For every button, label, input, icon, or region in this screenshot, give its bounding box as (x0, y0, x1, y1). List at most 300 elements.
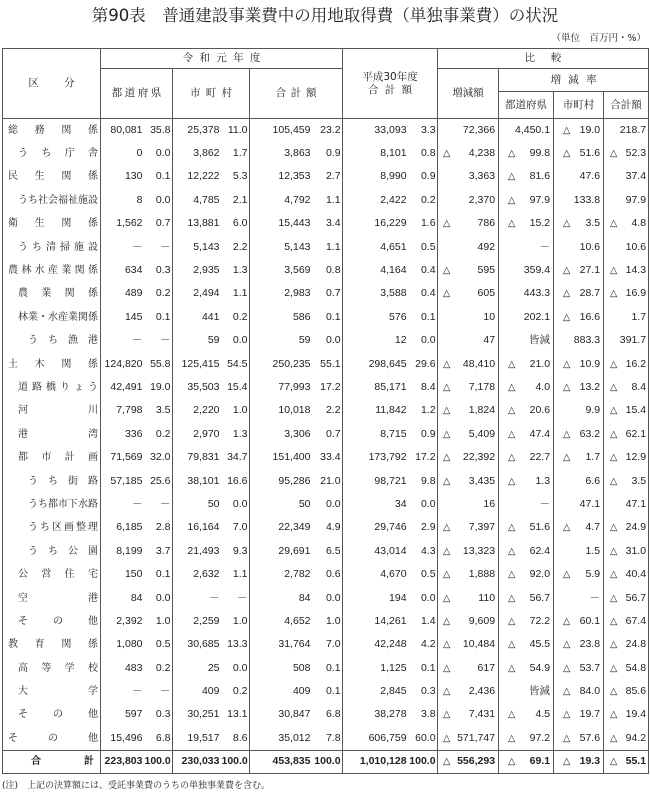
decrease-mark: △ (508, 639, 516, 651)
total-amount: 409 (250, 680, 313, 703)
change-rate-total-value (604, 194, 648, 207)
prev-year-amount: 1,125 (343, 656, 409, 679)
prefecture-share: 0.2 (145, 656, 173, 679)
change-rate-prefecture-number: 皆減 (529, 685, 551, 698)
change-rate-prefecture-value (499, 498, 553, 511)
prefecture-share: 3.7 (145, 540, 173, 563)
decrease-mark: △ (563, 381, 571, 393)
prefecture-share: 0.0 (145, 586, 173, 609)
change-rate-total-value (604, 568, 648, 581)
header-row (3, 49, 649, 69)
change-rate-prefecture (499, 329, 554, 352)
prev-year-amount: 38,278 (343, 703, 409, 726)
change-rate-prefecture-value (499, 615, 553, 628)
table-row (3, 235, 649, 258)
change-amount (438, 165, 499, 188)
table-row (3, 633, 649, 656)
municipality-amount: 2,632 (173, 563, 222, 586)
change-rate-total-number: 15.4 (625, 404, 647, 417)
municipality-share: 13.1 (222, 703, 250, 726)
header-total (250, 69, 343, 119)
row-label (3, 750, 101, 773)
change-rate-total (604, 306, 649, 329)
prefecture-amount: 0 (101, 142, 145, 165)
change-rate-municipality-number: 53.7 (579, 661, 601, 674)
prefecture-amount: 145 (101, 306, 145, 329)
prefecture-amount: 1,080 (101, 633, 145, 656)
change-rate-prefecture-number: 21.0 (529, 357, 551, 370)
total-amount: 50 (250, 493, 313, 516)
change-rate-total-number: 62.1 (625, 427, 647, 440)
prefecture-share: 0.5 (145, 633, 173, 656)
table-row (3, 516, 649, 539)
decrease-mark: △ (508, 358, 516, 370)
table-row-total (3, 750, 649, 773)
change-rate-municipality-number: 63.2 (579, 427, 601, 440)
total-share: 0.9 (313, 142, 343, 165)
prefecture-amount: － (101, 680, 145, 703)
municipality-share: 11.0 (222, 119, 250, 142)
change-rate-total-number: 37.4 (625, 170, 647, 183)
decrease-mark: △ (610, 569, 618, 581)
prev-year-share: 2.9 (409, 516, 438, 539)
total-share: 33.4 (313, 446, 343, 469)
decrease-mark: △ (508, 545, 516, 557)
change-rate-municipality (554, 329, 604, 352)
change-rate-prefecture-value (499, 592, 553, 605)
municipality-amount: 59 (173, 329, 222, 352)
decrease-mark: △ (508, 452, 516, 464)
change-rate-prefecture-value (499, 545, 553, 558)
change-rate-total-number: 47.1 (625, 497, 647, 510)
change-rate-prefecture (499, 446, 554, 469)
change-amount (438, 750, 499, 773)
prev-year-share: 0.3 (409, 680, 438, 703)
prefecture-amount: 84 (101, 586, 145, 609)
change-rate-prefecture (499, 189, 554, 212)
unit-label: （単位 百万円・%） (551, 33, 646, 44)
header-fy-prev-total-text: 合計額 (367, 83, 419, 96)
prev-year-amount: 194 (343, 586, 409, 609)
change-rate-total-value (604, 264, 648, 277)
change-rate-prefecture-number: 443.3 (523, 287, 551, 300)
prefecture-amount: 80,081 (101, 119, 145, 142)
change-rate-municipality (554, 423, 604, 446)
row-label (3, 727, 101, 750)
decrease-mark: △ (563, 311, 571, 323)
change-amount-number: 3,363 (468, 170, 496, 183)
total-share: 0.1 (313, 656, 343, 679)
table-row (3, 189, 649, 212)
prefecture-share: 0.1 (145, 165, 173, 188)
change-amount (438, 306, 499, 329)
change-rate-municipality-value (554, 147, 603, 160)
change-rate-total-value (604, 475, 648, 488)
decrease-mark: △ (610, 148, 618, 160)
change-rate-prefecture-number: 皆減 (529, 334, 551, 347)
change-rate-municipality-value (554, 428, 603, 441)
municipality-share: 0.0 (222, 493, 250, 516)
change-amount (438, 727, 499, 750)
municipality-share: 100.0 (222, 750, 250, 773)
decrease-mark: △ (443, 428, 451, 440)
decrease-mark: △ (610, 428, 618, 440)
decrease-mark: △ (443, 358, 451, 370)
change-rate-municipality-number: 883.3 (573, 334, 601, 347)
prev-year-share: 4.2 (409, 633, 438, 656)
municipality-share: 0.2 (222, 306, 250, 329)
change-rate-municipality (554, 703, 604, 726)
total-amount: 59 (250, 329, 313, 352)
page-title: 第90表 普通建設事業費中の用地取得費（単独事業費）の状況 (91, 6, 559, 25)
change-amount-number: 7,431 (468, 708, 496, 721)
prev-year-amount: 12 (343, 329, 409, 352)
change-rate-prefecture-number: 4.5 (535, 708, 551, 721)
change-rate-total (604, 119, 649, 142)
change-amount (438, 516, 499, 539)
change-rate-municipality (554, 727, 604, 750)
municipality-share: 1.0 (222, 399, 250, 422)
decrease-mark: △ (443, 265, 451, 277)
row-label (3, 259, 101, 282)
decrease-mark: △ (563, 452, 571, 464)
decrease-mark: △ (610, 756, 618, 768)
change-rate-municipality-number: 51.6 (579, 147, 601, 160)
municipality-share: 54.5 (222, 352, 250, 375)
prev-year-amount: 173,792 (343, 446, 409, 469)
change-rate-municipality (554, 306, 604, 329)
prefecture-share: 0.2 (145, 423, 173, 446)
change-amount (438, 212, 499, 235)
row-label-text: 土木関係 (8, 358, 98, 370)
decrease-mark: △ (443, 569, 451, 581)
change-rate-prefecture (499, 633, 554, 656)
total-share: 6.5 (313, 540, 343, 563)
change-rate-municipality-number: 84.0 (579, 685, 601, 698)
total-share: 1.1 (313, 235, 343, 258)
change-amount-number: 110 (478, 591, 496, 604)
change-rate-municipality (554, 680, 604, 703)
prev-year-amount: 43,014 (343, 540, 409, 563)
row-label (3, 563, 101, 586)
prev-year-amount: 2,422 (343, 189, 409, 212)
change-rate-total-number: 85.6 (625, 685, 647, 698)
prev-year-share: 0.1 (409, 656, 438, 679)
change-rate-total (604, 235, 649, 258)
change-rate-municipality-number: 10.6 (579, 240, 601, 253)
decrease-mark: △ (610, 288, 618, 300)
prev-year-amount: 3,588 (343, 282, 409, 305)
table-row (3, 703, 649, 726)
change-rate-total-number: 40.4 (625, 568, 647, 581)
total-share: 0.7 (313, 423, 343, 446)
change-rate-total-number: 8.4 (631, 380, 647, 393)
change-rate-municipality (554, 610, 604, 633)
municipality-amount: 25 (173, 656, 222, 679)
change-rate-prefecture-value (499, 428, 553, 441)
change-rate-total-number: 54.8 (625, 661, 647, 674)
table-row (3, 352, 649, 375)
row-label (3, 212, 101, 235)
change-rate-total-value (604, 241, 648, 254)
change-rate-total (604, 727, 649, 750)
decrease-mark: △ (508, 569, 516, 581)
row-label-text: うち公園 (28, 545, 98, 557)
row-label-text: 河川 (18, 405, 98, 417)
change-rate-prefecture (499, 680, 554, 703)
decrease-mark: △ (610, 545, 618, 557)
prefecture-share: 32.0 (145, 446, 173, 469)
change-rate-municipality-value (554, 194, 603, 207)
prefecture-share: 0.1 (145, 563, 173, 586)
change-rate-municipality-value (554, 358, 603, 371)
change-rate-total-value (604, 381, 648, 394)
row-label-text: 教育関係 (8, 639, 98, 651)
change-rate-total-number: 19.4 (625, 708, 647, 721)
total-share: 23.2 (313, 119, 343, 142)
change-rate-prefecture (499, 540, 554, 563)
change-amount-number: 48,410 (462, 357, 496, 370)
prev-year-amount: 98,721 (343, 469, 409, 492)
decrease-mark: △ (443, 709, 451, 721)
municipality-amount: － (173, 586, 222, 609)
change-rate-municipality-value (554, 521, 603, 534)
change-rate-prefecture-number: － (539, 497, 551, 510)
decrease-mark: △ (563, 265, 571, 277)
municipality-amount: 3,862 (173, 142, 222, 165)
prev-year-share: 0.8 (409, 142, 438, 165)
change-rate-total (604, 142, 649, 165)
change-rate-municipality (554, 469, 604, 492)
municipality-amount: 441 (173, 306, 222, 329)
change-rate-total-value (604, 755, 648, 768)
change-rate-prefecture-value (499, 124, 553, 137)
change-rate-municipality-value (554, 475, 603, 488)
change-rate-total-number: 10.6 (625, 240, 647, 253)
change-amount-number: 7,397 (468, 521, 496, 534)
prev-year-amount: 2,845 (343, 680, 409, 703)
municipality-amount: 13,881 (173, 212, 222, 235)
municipality-amount: 2,220 (173, 399, 222, 422)
prefecture-share: 35.8 (145, 119, 173, 142)
change-rate-municipality-number: 1.5 (585, 544, 601, 557)
row-label-text: 空港 (18, 592, 98, 604)
prefecture-amount: 71,569 (101, 446, 145, 469)
change-rate-municipality-value (554, 732, 603, 745)
total-amount: 453,835 (250, 750, 313, 773)
change-amount (438, 586, 499, 609)
change-amount (438, 469, 499, 492)
prev-year-amount: 4,670 (343, 563, 409, 586)
change-rate-municipality (554, 493, 604, 516)
row-label-text: 農林水産業関係 (8, 265, 98, 277)
change-rate-municipality (554, 142, 604, 165)
decrease-mark: △ (563, 639, 571, 651)
total-share: 4.9 (313, 516, 343, 539)
prefecture-amount: 124,820 (101, 352, 145, 375)
row-label-text: 公営住宅 (18, 569, 98, 581)
municipality-share: 1.7 (222, 142, 250, 165)
header-fy-current (101, 49, 343, 69)
change-amount (438, 680, 499, 703)
decrease-mark: △ (563, 615, 571, 627)
change-rate-prefecture-number: 1.3 (535, 474, 551, 487)
change-amount-value (438, 287, 498, 300)
change-amount (438, 376, 499, 399)
municipality-amount: 125,415 (173, 352, 222, 375)
change-rate-prefecture-value (499, 475, 553, 488)
change-rate-total (604, 586, 649, 609)
change-rate-municipality-value (554, 662, 603, 675)
municipality-amount: 4,785 (173, 189, 222, 212)
table-row (3, 446, 649, 469)
header-change-amount: 増減額 (438, 69, 499, 119)
change-rate-total (604, 680, 649, 703)
total-share: 0.0 (313, 493, 343, 516)
change-rate-total-value (604, 334, 648, 347)
change-rate-total-number: 218.7 (619, 123, 647, 136)
prefecture-amount: 8,199 (101, 540, 145, 563)
decrease-mark: △ (563, 428, 571, 440)
change-rate-prefecture-number: 99.8 (529, 147, 551, 160)
row-label-text: うち都市下水路 (28, 498, 98, 510)
change-rate-municipality (554, 119, 604, 142)
change-amount-number: 556,293 (457, 755, 496, 768)
change-amount-number: 10,484 (462, 638, 496, 651)
change-rate-prefecture (499, 703, 554, 726)
change-rate-prefecture (499, 423, 554, 446)
change-rate-prefecture-value (499, 381, 553, 394)
change-rate-municipality (554, 586, 604, 609)
change-rate-municipality-number: 47.1 (579, 497, 601, 510)
change-rate-municipality-value (554, 311, 603, 324)
decrease-mark: △ (443, 732, 451, 744)
change-rate-total-value (604, 615, 648, 628)
header-comparison (438, 49, 649, 69)
change-rate-municipality-value (554, 381, 603, 394)
prefecture-amount: 8 (101, 189, 145, 212)
change-amount-value (438, 241, 498, 254)
table-row (3, 376, 649, 399)
total-share: 6.8 (313, 703, 343, 726)
total-share: 0.8 (313, 259, 343, 282)
header-change-rate-text: 増減率 (550, 73, 604, 86)
change-rate-municipality-number: 9.9 (585, 404, 601, 417)
change-amount-value (438, 568, 498, 581)
change-rate-prefecture (499, 165, 554, 188)
table-row (3, 680, 649, 703)
prev-year-amount: 576 (343, 306, 409, 329)
change-rate-total (604, 212, 649, 235)
total-amount: 22,349 (250, 516, 313, 539)
change-rate-total (604, 516, 649, 539)
prefecture-amount: 15,496 (101, 727, 145, 750)
row-label-text: 高等学校 (18, 662, 98, 674)
prev-year-share: 4.3 (409, 540, 438, 563)
change-rate-total (604, 165, 649, 188)
change-rate-municipality (554, 563, 604, 586)
change-rate-prefecture-number: 47.4 (529, 427, 551, 440)
total-amount: 10,018 (250, 399, 313, 422)
decrease-mark: △ (508, 475, 516, 487)
municipality-share: 13.3 (222, 633, 250, 656)
change-amount-number: 605 (477, 287, 496, 300)
prev-year-amount: 4,651 (343, 235, 409, 258)
municipality-share: 34.7 (222, 446, 250, 469)
change-rate-prefecture (499, 727, 554, 750)
prev-year-amount: 8,990 (343, 165, 409, 188)
municipality-share: 1.1 (222, 282, 250, 305)
row-label-text: 港湾 (18, 428, 98, 440)
change-rate-total (604, 703, 649, 726)
change-amount-value (438, 194, 498, 207)
change-rate-total (604, 423, 649, 446)
change-amount (438, 633, 499, 656)
change-amount-value (438, 615, 498, 628)
total-amount: 12,353 (250, 165, 313, 188)
table-row (3, 399, 649, 422)
total-share: 7.8 (313, 727, 343, 750)
row-label (3, 189, 101, 212)
prev-year-share: 1.4 (409, 610, 438, 633)
change-rate-total (604, 282, 649, 305)
change-rate-prefecture-value (499, 287, 553, 300)
table-row (3, 212, 649, 235)
header-fy-prev-year: 平成30年度 (362, 70, 418, 83)
change-amount (438, 142, 499, 165)
prev-year-amount: 298,645 (343, 352, 409, 375)
change-rate-total-value (604, 498, 648, 511)
change-rate-municipality (554, 376, 604, 399)
change-amount-number: 10 (483, 310, 496, 323)
change-rate-prefecture-number: 92.0 (529, 568, 551, 581)
table-row (3, 540, 649, 563)
change-rate-prefecture-value (499, 241, 553, 254)
municipality-share: 15.4 (222, 376, 250, 399)
change-amount (438, 235, 499, 258)
prefecture-share: 6.8 (145, 727, 173, 750)
change-rate-total (604, 376, 649, 399)
change-rate-total-value (604, 732, 648, 745)
prev-year-share: 0.0 (409, 493, 438, 516)
change-rate-total-value (604, 287, 648, 300)
table-header (3, 49, 649, 119)
change-amount-value (438, 147, 498, 160)
decrease-mark: △ (610, 639, 618, 651)
prefecture-share: 0.0 (145, 142, 173, 165)
change-rate-total-value (604, 451, 648, 464)
row-label-text: その他 (18, 615, 98, 627)
change-rate-prefecture (499, 750, 554, 773)
change-rate-municipality-number: 4.7 (585, 521, 601, 534)
change-rate-municipality-number: 19.7 (579, 708, 601, 721)
change-rate-prefecture-number: － (539, 240, 551, 253)
header-fy-prev-total (343, 84, 437, 97)
change-rate-total (604, 446, 649, 469)
decrease-mark: △ (508, 592, 516, 604)
total-share: 17.2 (313, 376, 343, 399)
municipality-share: 1.3 (222, 259, 250, 282)
row-label-text: うち社会福祉施設 (18, 194, 98, 206)
change-rate-prefecture-number: 97.2 (529, 731, 551, 744)
change-rate-total-value (604, 124, 648, 137)
row-label-text: 民生関係 (8, 171, 98, 183)
prefecture-amount: － (101, 493, 145, 516)
total-share: 0.0 (313, 329, 343, 352)
change-amount-number: 9,609 (468, 614, 496, 627)
change-rate-total (604, 563, 649, 586)
prefecture-share: 19.0 (145, 376, 173, 399)
